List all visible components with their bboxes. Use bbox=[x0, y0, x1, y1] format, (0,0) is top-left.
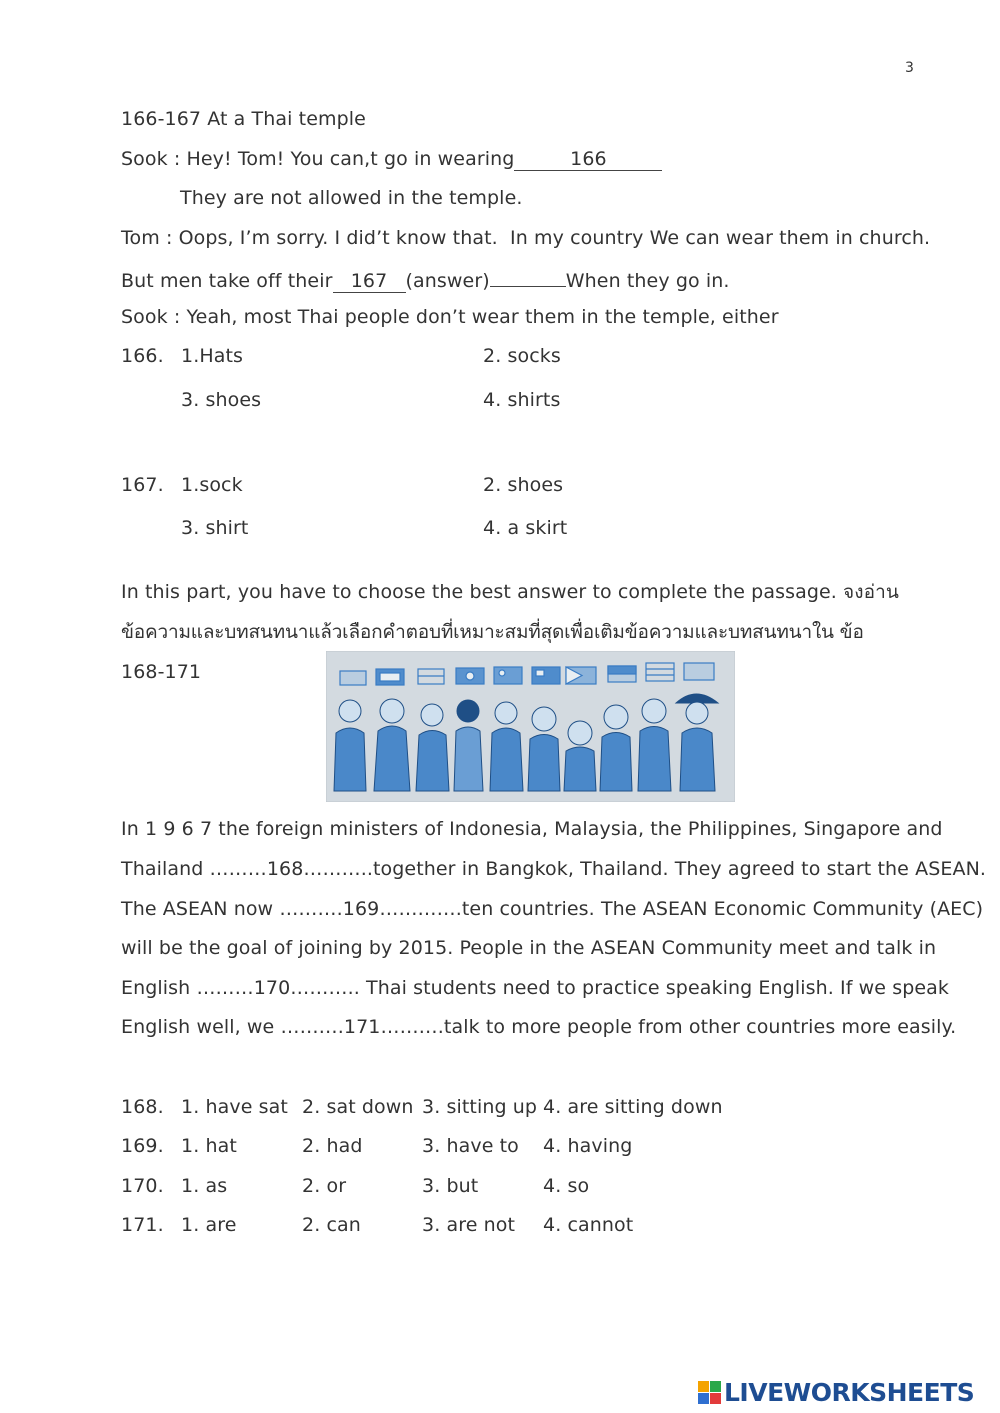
asean-ministers-illustration bbox=[326, 651, 735, 802]
answer-blank-167[interactable] bbox=[333, 271, 406, 293]
passage-line-6: English well, we ……….171……….talk to more people from other countries more easily. bbox=[121, 1016, 957, 1038]
dialog-text: Sook : Hey! Tom! You can,t go in wearing bbox=[121, 148, 515, 170]
question-number-169: 169. bbox=[121, 1135, 164, 1157]
liveworksheets-logo[interactable] bbox=[698, 1378, 998, 1408]
question-number-167: 167. bbox=[121, 474, 164, 496]
option-171-2[interactable]: 2. can bbox=[302, 1214, 361, 1236]
option-171-4[interactable]: 4. cannot bbox=[543, 1214, 634, 1236]
option-167-2[interactable]: 2. shoes bbox=[483, 474, 564, 496]
dialog-line-1 bbox=[121, 147, 662, 171]
option-166-4[interactable]: 4. shirts bbox=[483, 389, 561, 411]
option-168-4[interactable]: 4. are sitting down bbox=[543, 1096, 723, 1118]
option-167-3[interactable]: 3. shirt bbox=[181, 517, 249, 539]
instructions-line-1: In this part, you have to choose the best answer to complete the passage. จงอ่าน bbox=[121, 581, 900, 603]
passage-line-4: will be the goal of joining by 2015. People in the ASEAN Community meet and talk in bbox=[121, 937, 937, 959]
dialog-text: When they go in. bbox=[565, 270, 730, 292]
option-170-3[interactable]: 3. but bbox=[422, 1175, 479, 1197]
instructions-line-3: 168-171 bbox=[121, 661, 202, 683]
option-169-3[interactable]: 3. have to bbox=[422, 1135, 519, 1157]
option-170-2[interactable]: 2. or bbox=[302, 1175, 347, 1197]
section-title: 166-167 At a Thai temple bbox=[121, 108, 366, 130]
question-number-166: 166. bbox=[121, 345, 164, 367]
option-171-3[interactable]: 3. are not bbox=[422, 1214, 516, 1236]
passage-line-1: In 1 9 6 7 the foreign ministers of Indonesia, Malaysia, the Philippines, Singapore and bbox=[121, 818, 943, 840]
option-166-3[interactable]: 3. shoes bbox=[181, 389, 262, 411]
question-number-168: 168. bbox=[121, 1096, 164, 1118]
option-169-1[interactable]: 1. hat bbox=[181, 1135, 237, 1157]
option-168-1[interactable]: 1. have sat bbox=[181, 1096, 288, 1118]
option-171-1[interactable]: 1. are bbox=[181, 1214, 237, 1236]
option-168-2[interactable]: 2. sat down bbox=[302, 1096, 414, 1118]
question-number-171: 171. bbox=[121, 1214, 164, 1236]
option-168-3[interactable]: 3. sitting up bbox=[422, 1096, 538, 1118]
underline bbox=[490, 265, 566, 287]
option-167-4[interactable]: 4. a skirt bbox=[483, 517, 568, 539]
dialog-line-2: They are not allowed in the temple. bbox=[180, 187, 523, 209]
logo-icon bbox=[698, 1381, 722, 1405]
passage-line-5: English ………170……….. Thai students need to practice speaking English. If we speak bbox=[121, 977, 950, 999]
option-170-1[interactable]: 1. as bbox=[181, 1175, 228, 1197]
dialog-text: But men take off their bbox=[121, 270, 333, 292]
option-167-1[interactable]: 1.sock bbox=[181, 474, 243, 496]
option-169-2[interactable]: 2. had bbox=[302, 1135, 363, 1157]
answer-blank-166[interactable] bbox=[514, 149, 662, 171]
instructions-line-2: ข้อความและบทสนทนาแล้วเลือกคำตอบที่เหมาะสมที่สุดเพื่อเติมข้อความและบทสนทนาใน ข้อ bbox=[121, 621, 864, 643]
passage-line-2: Thailand ………168………..together in Bangkok, Thailand. They agreed to start the ASEAN. bbox=[121, 858, 987, 880]
passage-line-3: The ASEAN now ……….169………….ten countries. The ASEAN Economic Community (AEC) bbox=[121, 898, 984, 920]
dialog-line-4 bbox=[121, 265, 730, 293]
option-170-4[interactable]: 4. so bbox=[543, 1175, 590, 1197]
question-number-170: 170. bbox=[121, 1175, 164, 1197]
logo-text: LIVEWORKSHEETS bbox=[724, 1378, 975, 1407]
option-166-2[interactable]: 2. socks bbox=[483, 345, 561, 367]
blank-number: 166 bbox=[570, 148, 607, 170]
option-169-4[interactable]: 4. having bbox=[543, 1135, 633, 1157]
page-number: 3 bbox=[905, 60, 914, 76]
dialog-line-3: Tom : Oops, I’m sorry. I did’t know that. In my country We can wear them in church. bbox=[121, 227, 931, 249]
answer-label: (answer) bbox=[405, 270, 490, 292]
option-166-1[interactable]: 1.Hats bbox=[181, 345, 244, 367]
blank-number: 167 bbox=[350, 270, 388, 292]
dialog-line-5: Sook : Yeah, most Thai people don’t wear them in the temple, either bbox=[121, 306, 779, 328]
